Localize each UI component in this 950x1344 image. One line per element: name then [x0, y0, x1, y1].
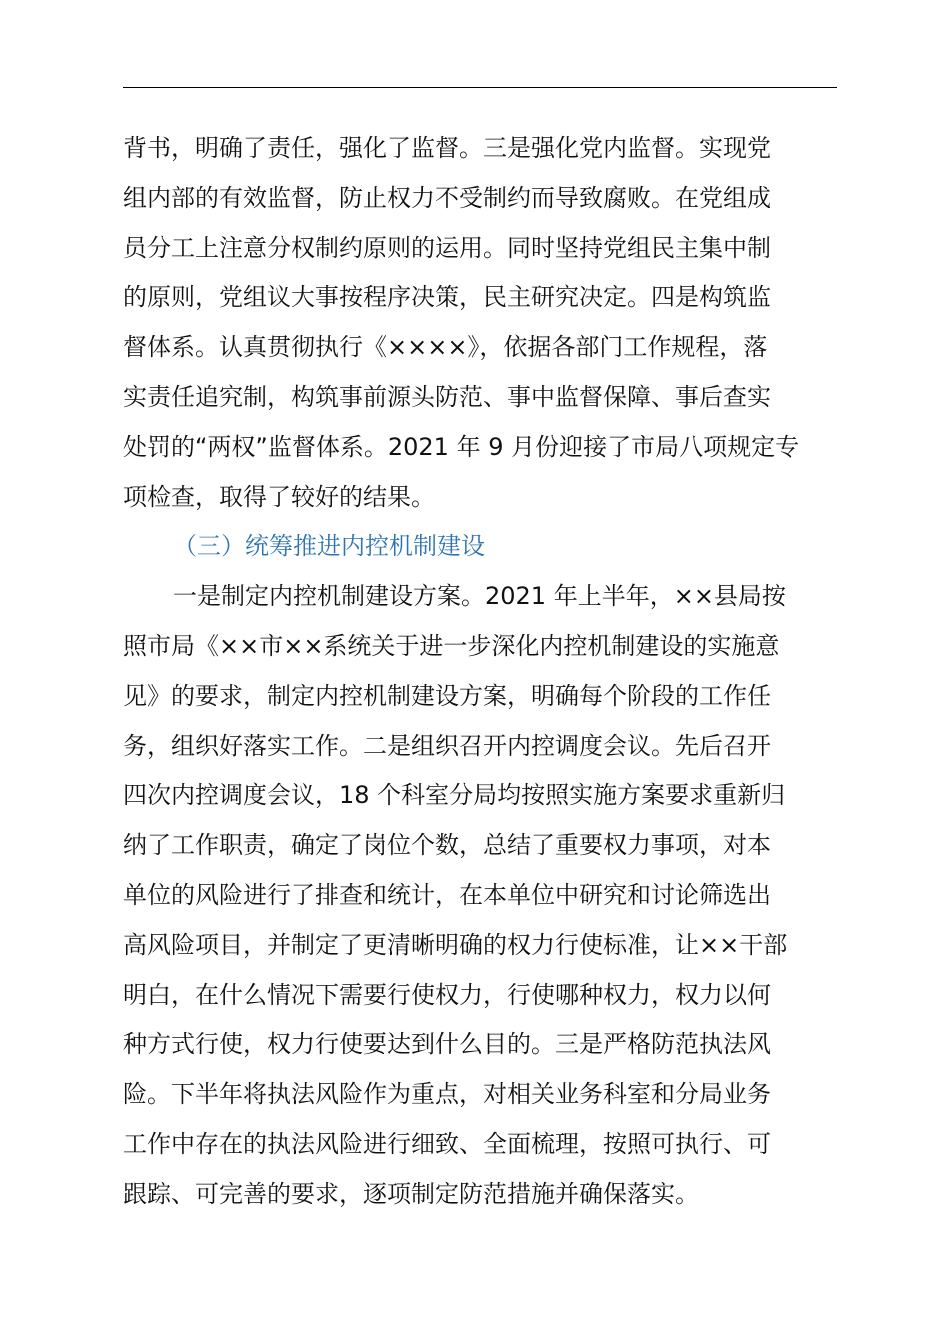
section-heading: （三）统筹推进内控机制建设 — [173, 532, 485, 561]
paragraph-supervision — [123, 124, 837, 522]
text-line: 种方式行使，权力行使要达到什么目的。三是严格防范执法风 — [123, 1030, 771, 1059]
text-line: 项检查，取得了较好的结果。 — [123, 482, 435, 511]
paragraph-internal-control — [123, 572, 837, 1219]
text-line: 明白，在什么情况下需要行使权力，行使哪种权力，权力以何 — [123, 980, 771, 1009]
text-line: 单位的风险进行了排查和统计，在本单位中研究和讨论筛选出 — [123, 880, 771, 909]
text-line: 实责任追究制，构筑事前源头防范、事中监督保障、事后查实 — [123, 382, 771, 411]
text-line: 险。下半年将执法风险作为重点，对相关业务科室和分局业务 — [123, 1080, 771, 1109]
text-line: 高风险项目，并制定了更清晰明确的权力行使标准，让××干部 — [123, 930, 788, 959]
text-line: 督体系。认真贯彻执行《××××》，依据各部门工作规程，落 — [123, 333, 768, 362]
text-line: 一是制定内控机制建设方案。2021 年上半年，××县局按 — [173, 582, 786, 611]
text-line: 四次内控调度会议，18 个科室分局均按照实施方案要求重新归 — [123, 781, 786, 810]
text-line: 背书，明确了责任，强化了监督。三是强化党内监督。实现党 — [123, 134, 771, 162]
header-rule — [123, 87, 837, 88]
text-line: 组内部的有效监督，防止权力不受制约而导致腐败。在党组成 — [123, 183, 771, 212]
text-line: 跟踪、可完善的要求，逐项制定防范措施并确保落实。 — [123, 1179, 699, 1208]
text-line: 员分工上注意分权制约原则的运用。同时坚持党组民主集中制 — [123, 233, 771, 262]
document-body — [123, 124, 837, 1220]
text-line: 照市局《××市××系统关于进一步深化内控机制建设的实施意 — [123, 631, 780, 660]
text-line: 务，组织好落实工作。二是组织召开内控调度会议。先后召开 — [123, 731, 771, 760]
text-line: 处罚的“两权”监督体系。2021 年 9 月份迎接了市局八项规定专 — [123, 432, 800, 461]
text-line: 工作中存在的执法风险进行细致、全面梳理，按照可执行、可 — [123, 1129, 771, 1158]
text-line: 见》的要求，制定内控机制建设方案，明确每个阶段的工作任 — [123, 681, 771, 710]
text-line: 的原则，党组议大事按程序决策，民主研究决定。四是构筑监 — [123, 283, 771, 312]
text-line: 纳了工作职责，确定了岗位个数，总结了重要权力事项，对本 — [123, 831, 771, 860]
